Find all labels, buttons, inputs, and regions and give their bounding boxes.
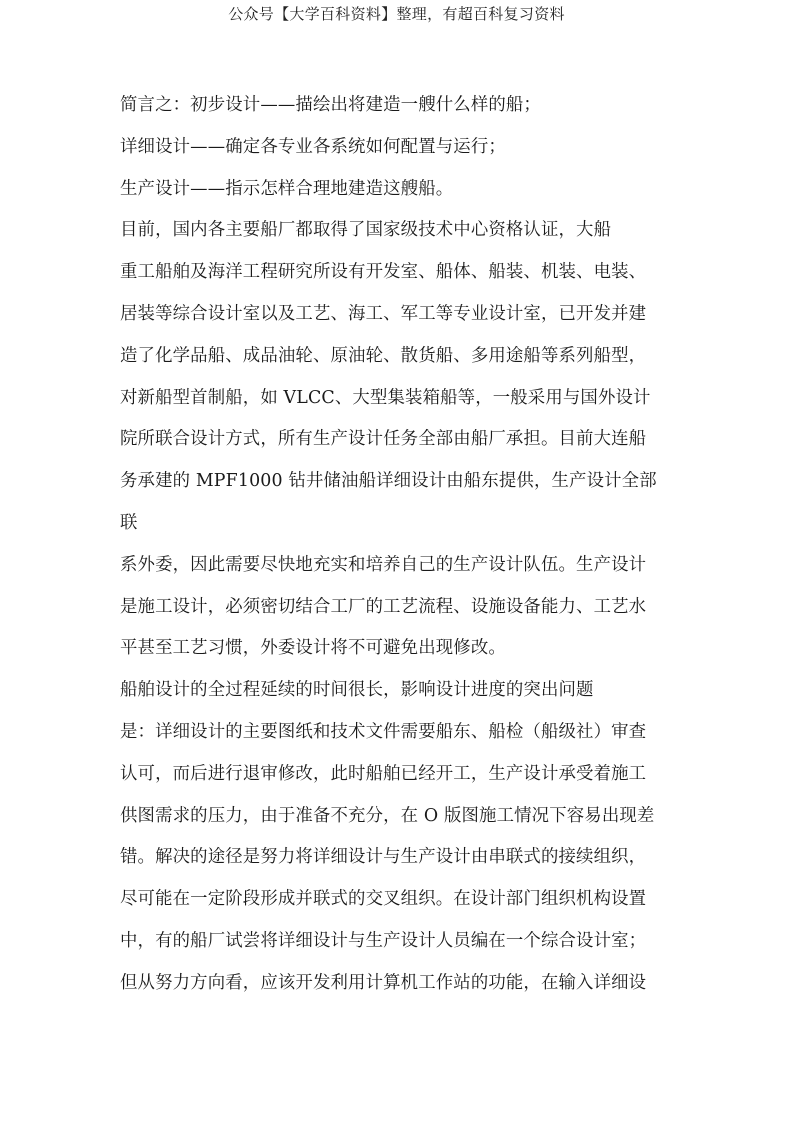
text-line-3: 生产设计——指示怎样合理地建造这艘船。: [120, 178, 454, 199]
text-line-4: 目前，国内各主要船厂都取得了国家级技术中心资格认证，大船: [120, 220, 612, 241]
body-text: [120, 85, 690, 1005]
text-line-21: 中，有的船厂试尝将详细设计与生产设计人员编在一个综合设计室；: [120, 930, 647, 951]
text-line-8: 对新船型首制船，如 VLCC、大型集装箱船等，一般采用与国外设计: [120, 387, 651, 408]
text-line-2: 详细设计——确定各专业各系统如何配置与运行；: [120, 136, 506, 157]
text-line-20: 尽可能在一定阶段形成并联式的交叉组织。在设计部门组织机构设置: [120, 889, 647, 910]
text-line-6: 居装等综合设计室以及工艺、海工、军工等专业设计室，已开发并建: [120, 303, 647, 324]
text-line-17: 认可，而后进行退审修改，此时船舶已经开工，生产设计承受着施工: [120, 763, 647, 784]
text-line-12: 系外委，因此需要尽快地充实和培养自己的生产设计队伍。生产设计: [120, 554, 647, 575]
text-line-15: 船舶设计的全过程延续的时间很长，影响设计进度的突出问题: [120, 680, 594, 701]
text-line-11: 联: [120, 512, 138, 533]
text-line-7: 造了化学品船、成品油轮、原油轮、散货船、多用途船等系列船型，: [120, 345, 647, 366]
text-line-16: 是：详细设计的主要图纸和技术文件需要船东、船检（船级社）审查: [120, 721, 647, 742]
text-line-1: 简言之：初步设计——描绘出将建造一艘什么样的船；: [120, 95, 541, 115]
text-line-22: 但从努力方向看，应该开发利用计算机工作站的功能，在输入详细设: [120, 972, 647, 993]
text-line-5: 重工船舶及海洋工程研究所设有开发室、船体、船装、机装、电装、: [120, 262, 647, 283]
text-line-9: 院所联合设计方式，所有生产设计任务全部由船厂承担。目前大连船: [120, 429, 647, 450]
text-line-14: 平甚至工艺习惯，外委设计将不可避免出现修改。: [120, 638, 506, 659]
text-line-18: 供图需求的压力，由于准备不充分，在 O 版图施工情况下容易出现差: [120, 805, 655, 826]
page-header: 公众号【大学百科资料】整理，有超百科复习资料: [228, 5, 565, 23]
text-line-10: 务承建的 MPF1000 钻井储油船详细设计由船东提供，生产设计全部: [120, 471, 657, 492]
text-line-19: 错。解决的途径是努力将详细设计与生产设计由串联式的接续组织，: [120, 847, 647, 868]
text-line-13: 是施工设计，必须密切结合工厂的工艺流程、设施设备能力、工艺水: [120, 596, 647, 617]
